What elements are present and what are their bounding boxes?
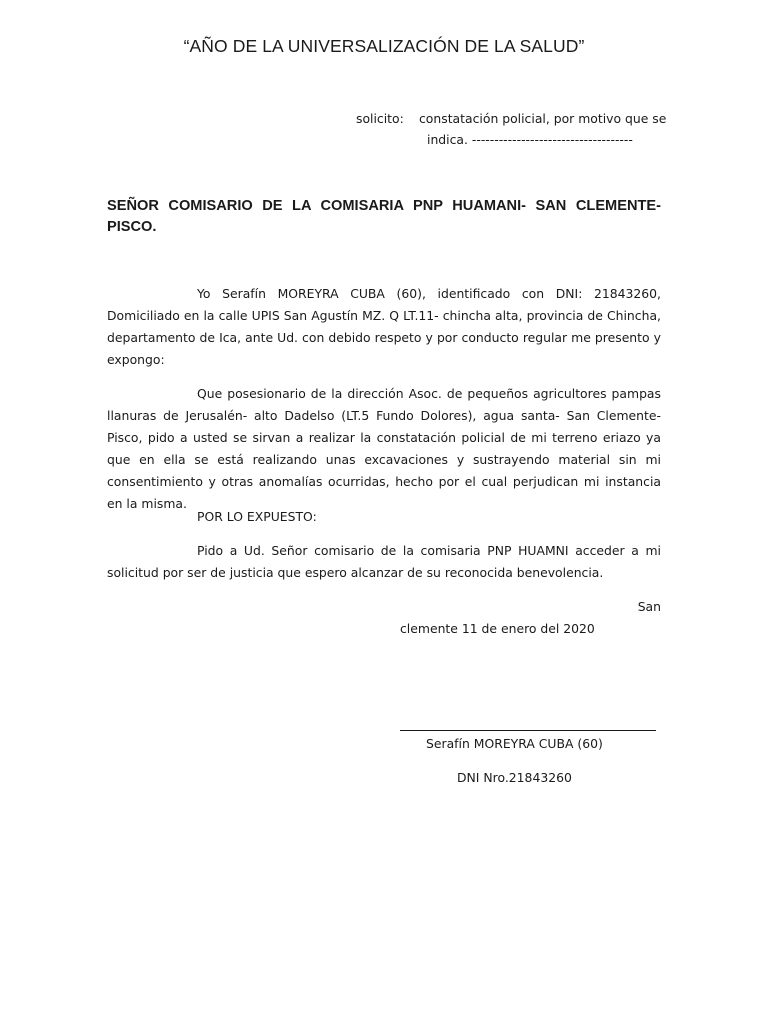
body-paragraph-closing: Pido a Ud. Señor comisario de la comisaria PNP HUAMNI acceder a mi solicitud por ser de justicia que espero alcanzar de su reconocida benevolencia.: [107, 543, 661, 580]
place-date-line-1: San: [637, 599, 661, 614]
place-date-block: [400, 596, 661, 640]
signer-name: Serafín MOREYRA CUBA (60): [426, 736, 603, 751]
signer-dni: DNI Nro.21843260: [457, 770, 572, 785]
body-paragraph-identification: Yo Serafín MOREYRA CUBA (60), identificado con DNI: 21843260, Domiciliado en la calle UPIS San Agustín MZ. Q LT.11- chincha alta, provincia de Chincha, departamento de Ica, ante Ud. con debido respeto y por conducto regular me presento y expongo:: [107, 286, 661, 367]
subject-label: solicito:: [356, 111, 404, 126]
place-date-line-2: clemente 11 de enero del 2020: [400, 621, 595, 636]
subject-text-line-2: indica. ------------------------------------: [427, 132, 633, 147]
body-paragraph-request: Que posesionario de la dirección Asoc. de pequeños agricultores pampas llanuras de Jerusalén- alto Dadelso (LT.5 Fundo Dolores), agua santa- San Clemente-Pisco, pido a usted se sirvan a realizar la constatación policial de mi terreno eriazo ya que en ella se está realizando unas excavaciones y sustrayendo material sin mi consentimiento y otras anomalías ocurridas, hecho por el cual perjudican mi instancia en la misma.: [107, 386, 661, 511]
addressee-heading: SEÑOR COMISARIO DE LA COMISARIA PNP HUAMANI- SAN CLEMENTE- PISCO.: [107, 198, 661, 235]
signature-line: [400, 730, 656, 731]
subject-text-line-1: constatación policial, por motivo que se: [419, 111, 667, 126]
body-paragraph-por-lo-expuesto: POR LO EXPUESTO:: [197, 509, 317, 524]
year-motto-heading: “AÑO DE LA UNIVERSALIZACIÓN DE LA SALUD”: [183, 36, 585, 56]
